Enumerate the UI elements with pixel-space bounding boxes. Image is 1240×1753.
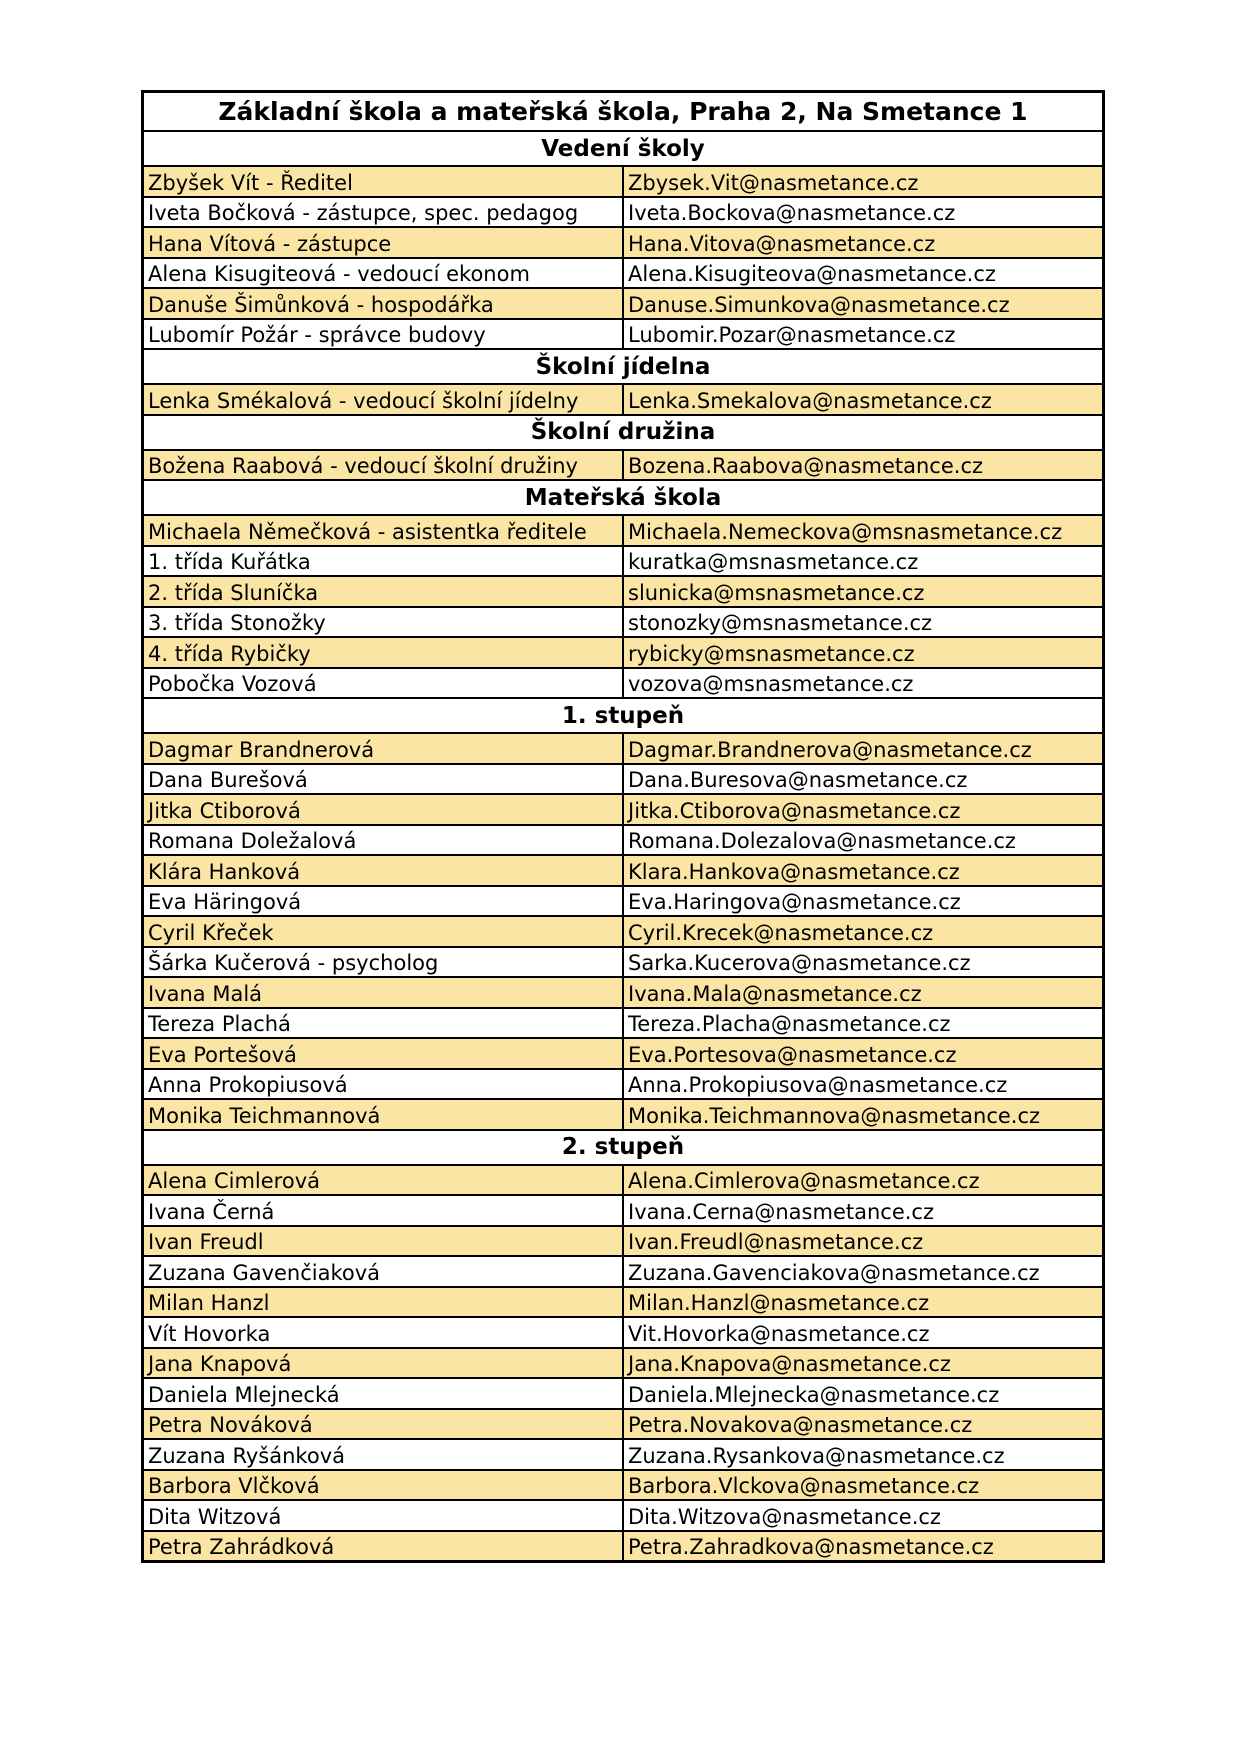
contact-name: Zuzana Gavenčiaková <box>143 1256 624 1287</box>
section-header-skolni-jidelna <box>143 349 1104 384</box>
contact-name: Zuzana Ryšánková <box>143 1439 624 1470</box>
contact-email: Ivan.Freudl@nasmetance.cz <box>623 1226 1104 1257</box>
table-row <box>143 288 1104 319</box>
contact-email: slunicka@msnasmetance.cz <box>623 576 1104 607</box>
section-header-1-stupen <box>143 698 1104 733</box>
contact-email: Ivana.Mala@nasmetance.cz <box>623 977 1104 1008</box>
contact-name: Klára Hanková <box>143 855 624 886</box>
contact-email: stonozky@msnasmetance.cz <box>623 607 1104 638</box>
table-row <box>143 166 1104 197</box>
table-row <box>143 1317 1104 1348</box>
contact-email: Tereza.Placha@nasmetance.cz <box>623 1008 1104 1039</box>
contact-name: Michaela Němečková - asistentka ředitele <box>143 515 624 546</box>
table-row <box>143 668 1104 699</box>
contact-name: Dita Witzová <box>143 1500 624 1531</box>
table-row <box>143 384 1104 415</box>
contact-email: Romana.Dolezalova@nasmetance.cz <box>623 825 1104 856</box>
contact-name: 1. třída Kuřátka <box>143 546 624 577</box>
contact-email: Zuzana.Rysankova@nasmetance.cz <box>623 1439 1104 1470</box>
contact-table <box>141 90 1105 1563</box>
contact-name: Milan Hanzl <box>143 1287 624 1318</box>
contact-name: Vít Hovorka <box>143 1317 624 1348</box>
contact-table-body <box>143 92 1104 1562</box>
contact-email: Klara.Hankova@nasmetance.cz <box>623 855 1104 886</box>
contact-name: Božena Raabová - vedoucí školní družiny <box>143 450 624 481</box>
table-row <box>143 1439 1104 1470</box>
contact-name: Dana Burešová <box>143 764 624 795</box>
section-header-vedeni-skoly <box>143 131 1104 166</box>
contact-email: Vit.Hovorka@nasmetance.cz <box>623 1317 1104 1348</box>
table-row <box>143 1287 1104 1318</box>
table-row <box>143 947 1104 978</box>
contact-name: Eva Portešová <box>143 1038 624 1069</box>
contact-name: Alena Cimlerová <box>143 1165 624 1196</box>
contact-email: Alena.Cimlerova@nasmetance.cz <box>623 1165 1104 1196</box>
contact-email: Eva.Portesova@nasmetance.cz <box>623 1038 1104 1069</box>
contact-name: Ivana Černá <box>143 1195 624 1226</box>
contact-name: Ivan Freudl <box>143 1226 624 1257</box>
table-row <box>143 764 1104 795</box>
table-row <box>143 450 1104 481</box>
contact-name: Dagmar Brandnerová <box>143 733 624 764</box>
contact-name: 4. třída Rybičky <box>143 637 624 668</box>
section-heading: 2. stupeň <box>143 1130 1104 1165</box>
table-row <box>143 1256 1104 1287</box>
contact-email: Zbysek.Vit@nasmetance.cz <box>623 166 1104 197</box>
contact-email: Alena.Kisugiteova@nasmetance.cz <box>623 258 1104 289</box>
table-row <box>143 637 1104 668</box>
table-row <box>143 197 1104 228</box>
section-header-2-stupen <box>143 1130 1104 1165</box>
table-row <box>143 825 1104 856</box>
contact-name: Anna Prokopiusová <box>143 1069 624 1100</box>
contact-email: Anna.Prokopiusova@nasmetance.cz <box>623 1069 1104 1100</box>
contact-name: Cyril Křeček <box>143 916 624 947</box>
document-title: Základní škola a mateřská škola, Praha 2, Na Smetance 1 <box>143 92 1104 132</box>
contact-email: Lubomir.Pozar@nasmetance.cz <box>623 319 1104 350</box>
table-row <box>143 855 1104 886</box>
table-row <box>143 258 1104 289</box>
contact-name: Ivana Malá <box>143 977 624 1008</box>
table-row <box>143 1099 1104 1130</box>
contact-email: Milan.Hanzl@nasmetance.cz <box>623 1287 1104 1318</box>
contact-name: Šárka Kučerová - psycholog <box>143 947 624 978</box>
table-row <box>143 1348 1104 1379</box>
contact-email: Iveta.Bockova@nasmetance.cz <box>623 197 1104 228</box>
contact-name: Danuše Šimůnková - hospodářka <box>143 288 624 319</box>
contact-email: Bozena.Raabova@nasmetance.cz <box>623 450 1104 481</box>
table-row <box>143 794 1104 825</box>
table-row <box>143 227 1104 258</box>
contact-email: Petra.Novakova@nasmetance.cz <box>623 1409 1104 1440</box>
contact-email: Daniela.Mlejnecka@nasmetance.cz <box>623 1378 1104 1409</box>
contact-name: Daniela Mlejnecká <box>143 1378 624 1409</box>
table-row <box>143 733 1104 764</box>
contact-email: Ivana.Cerna@nasmetance.cz <box>623 1195 1104 1226</box>
section-header-skolni-druzina <box>143 415 1104 450</box>
table-row <box>143 886 1104 917</box>
section-heading: Mateřská škola <box>143 480 1104 515</box>
contact-name: 2. třída Sluníčka <box>143 576 624 607</box>
contact-email: vozova@msnasmetance.cz <box>623 668 1104 699</box>
contact-email: Dagmar.Brandnerova@nasmetance.cz <box>623 733 1104 764</box>
contact-email: Eva.Haringova@nasmetance.cz <box>623 886 1104 917</box>
contact-name: Barbora Vlčková <box>143 1470 624 1501</box>
contact-email: Lenka.Smekalova@nasmetance.cz <box>623 384 1104 415</box>
contact-email: rybicky@msnasmetance.cz <box>623 637 1104 668</box>
table-row <box>143 1226 1104 1257</box>
table-row <box>143 1069 1104 1100</box>
table-row <box>143 1165 1104 1196</box>
contact-name: Jana Knapová <box>143 1348 624 1379</box>
contact-name: Jitka Ctiborová <box>143 794 624 825</box>
table-row <box>143 576 1104 607</box>
table-row <box>143 1500 1104 1531</box>
contact-email: Jitka.Ctiborova@nasmetance.cz <box>623 794 1104 825</box>
contact-email: Dita.Witzova@nasmetance.cz <box>623 1500 1104 1531</box>
contact-email: Barbora.Vlckova@nasmetance.cz <box>623 1470 1104 1501</box>
contact-name: Romana Doležalová <box>143 825 624 856</box>
contact-name: Petra Zahrádková <box>143 1531 624 1562</box>
table-row <box>143 1195 1104 1226</box>
contact-email: Cyril.Krecek@nasmetance.cz <box>623 916 1104 947</box>
section-header-materska-skola <box>143 480 1104 515</box>
contact-email: Dana.Buresova@nasmetance.cz <box>623 764 1104 795</box>
table-row <box>143 1378 1104 1409</box>
title-row <box>143 92 1104 132</box>
contact-name: Zbyšek Vít - Ředitel <box>143 166 624 197</box>
table-row <box>143 1470 1104 1501</box>
table-row <box>143 1038 1104 1069</box>
contact-email: Sarka.Kucerova@nasmetance.cz <box>623 947 1104 978</box>
section-heading: Školní družina <box>143 415 1104 450</box>
contact-email: Jana.Knapova@nasmetance.cz <box>623 1348 1104 1379</box>
contact-name: Alena Kisugiteová - vedoucí ekonom <box>143 258 624 289</box>
table-row <box>143 515 1104 546</box>
table-row <box>143 916 1104 947</box>
table-row <box>143 607 1104 638</box>
contact-email: Zuzana.Gavenciakova@nasmetance.cz <box>623 1256 1104 1287</box>
contact-email: kuratka@msnasmetance.cz <box>623 546 1104 577</box>
contact-email: Monika.Teichmannova@nasmetance.cz <box>623 1099 1104 1130</box>
section-heading: Školní jídelna <box>143 349 1104 384</box>
table-row <box>143 1008 1104 1039</box>
contact-name: 3. třída Stonožky <box>143 607 624 638</box>
contact-name: Petra Nováková <box>143 1409 624 1440</box>
table-row <box>143 1531 1104 1562</box>
contact-name: Hana Vítová - zástupce <box>143 227 624 258</box>
contact-email: Petra.Zahradkova@nasmetance.cz <box>623 1531 1104 1562</box>
contact-name: Eva Häringová <box>143 886 624 917</box>
section-heading: Vedení školy <box>143 131 1104 166</box>
contact-email: Danuse.Simunkova@nasmetance.cz <box>623 288 1104 319</box>
section-heading: 1. stupeň <box>143 698 1104 733</box>
contact-name: Lenka Smékalová - vedoucí školní jídelny <box>143 384 624 415</box>
table-row <box>143 1409 1104 1440</box>
contact-name: Iveta Bočková - zástupce, spec. pedagog <box>143 197 624 228</box>
contact-name: Pobočka Vozová <box>143 668 624 699</box>
table-row <box>143 977 1104 1008</box>
contact-email: Hana.Vitova@nasmetance.cz <box>623 227 1104 258</box>
contact-name: Tereza Plachá <box>143 1008 624 1039</box>
contact-email: Michaela.Nemeckova@msnasmetance.cz <box>623 515 1104 546</box>
table-row <box>143 546 1104 577</box>
table-row <box>143 319 1104 350</box>
contact-name: Monika Teichmannová <box>143 1099 624 1130</box>
contact-name: Lubomír Požár - správce budovy <box>143 319 624 350</box>
